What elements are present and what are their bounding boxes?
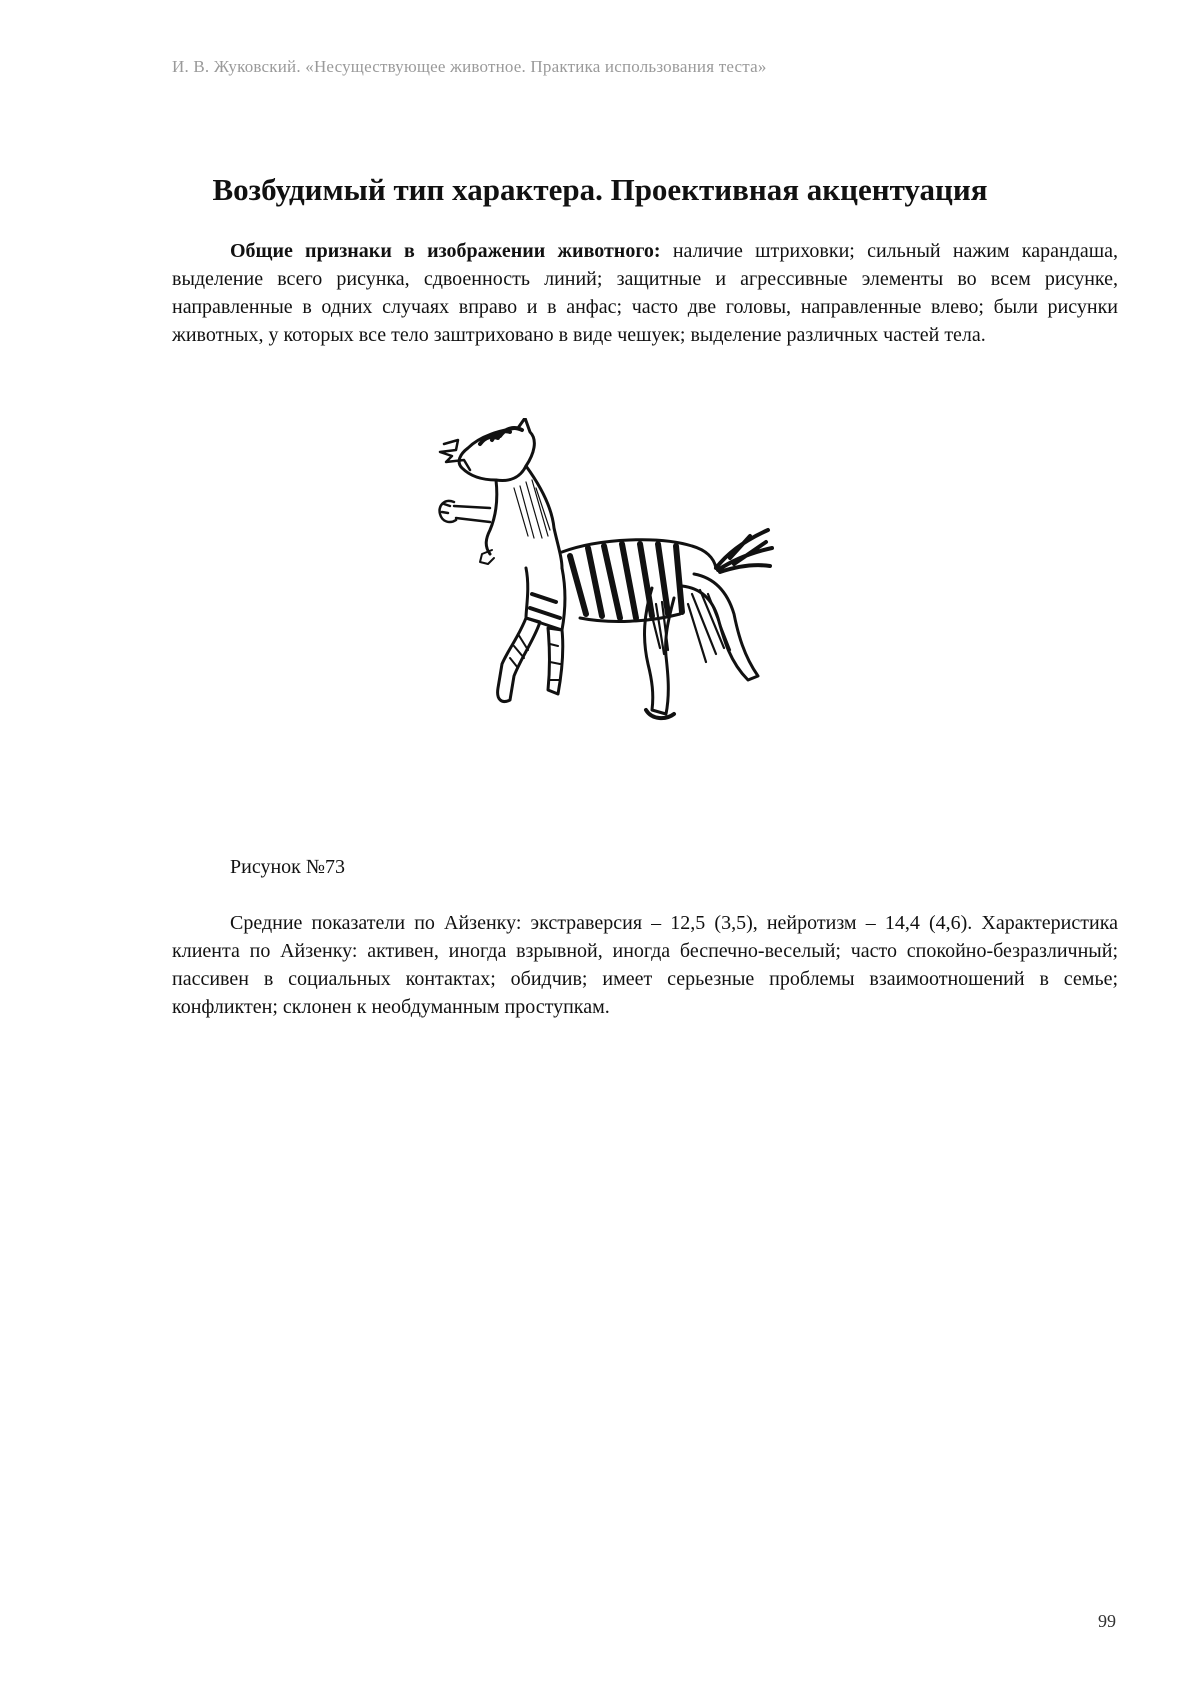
neck-shading [514, 480, 550, 538]
hind-leg-shading [650, 590, 730, 662]
running-header: И. В. Жуковский. «Несуществующее животное. Практика использования теста» [172, 57, 767, 76]
animal-fist [440, 501, 456, 522]
animal-snout [440, 440, 470, 470]
section-title: Возбудимый тип характера. Проективная акцентуация [212, 172, 988, 207]
chest-shading [530, 594, 560, 618]
page-number: 99 [1098, 1611, 1116, 1631]
animal-arm [454, 506, 490, 522]
body-stripes [570, 544, 682, 618]
paragraph-general-features [172, 237, 1118, 349]
animal-small-hand [480, 550, 494, 564]
figure-caption: Рисунок №73 [230, 856, 345, 878]
figure-animal-drawing [430, 418, 850, 758]
front-leg-shading [510, 634, 560, 680]
front-leg-right [548, 628, 563, 694]
paragraph-body: наличие штриховки; сильный нажим карандаша, выделение всего рисунка, сдвоенность линий; защитные и агрессивные элементы во всем рисунке, направленные в одних случаях вправо и в анфас; часто две головы, направленные влево; были рисунки животных, у которых все тело заштриховано в виде чешуек; выделение различных частей тела. [172, 240, 1119, 346]
animal-neck [486, 466, 562, 568]
paragraph-eysenck-results: Средние показатели по Айзенку: экстраверсия – 12,5 (3,5), нейротизм – 14,4 (4,6). Характеристика клиента по Айзенку: активен, иногда взрывной, иногда беспечно-веселый; часто спокойно-безразличный; пассивен в социальных контактах; обидчив; имеет серьезные проблемы взаимоотношений в семье; конфликтен; склонен к необдуманным проступкам. [172, 912, 1118, 1018]
paragraph-lead: Общие признаки в изображении животного: [230, 240, 661, 262]
front-leg-left [498, 618, 540, 702]
animal-tail [716, 530, 772, 572]
